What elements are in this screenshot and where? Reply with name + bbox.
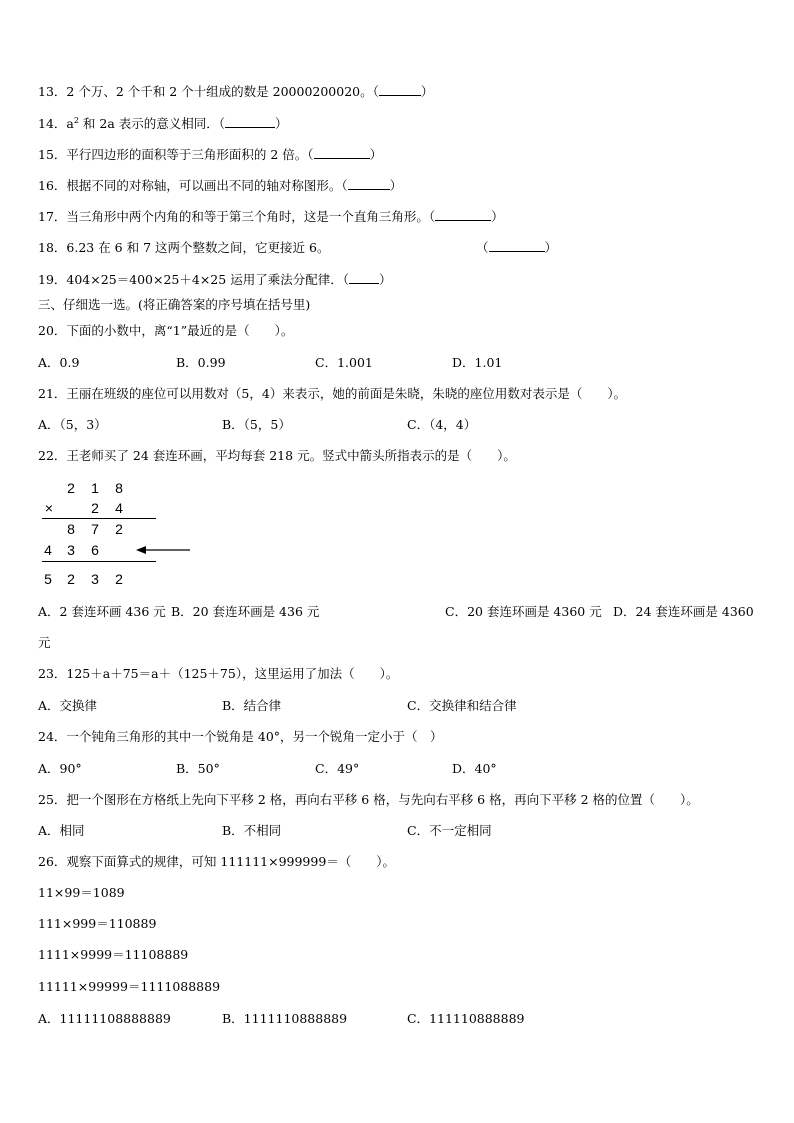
question-19 [38, 272, 391, 288]
option-a[interactable]: A．（5，3） [38, 417, 107, 432]
option-a[interactable]: A．交换律 [38, 698, 98, 713]
vertical-rule [42, 518, 156, 519]
question-13 [38, 84, 433, 100]
answer-blank[interactable] [489, 240, 545, 252]
question-20 [38, 323, 293, 339]
question-21 [38, 386, 626, 402]
question-26 [38, 854, 395, 870]
question-15 [38, 147, 382, 163]
pattern-line: 11111×99999＝1111088889 [38, 979, 221, 994]
question-number: 15． [38, 147, 67, 162]
pattern-line: 1111×9999＝11108889 [38, 947, 189, 962]
option-a[interactable]: A．2 套连环画 436 元 [38, 604, 166, 619]
option-d[interactable]: D．24 套连环画是 4360 [613, 604, 754, 619]
digit: 2 [115, 571, 123, 587]
multiply-sign: × [44, 500, 54, 516]
paren-close: ） [389, 178, 403, 193]
question-number: 21． [38, 386, 67, 401]
math-base: a [66, 116, 74, 131]
option-d[interactable]: D．1.01 [452, 355, 503, 370]
answer-blank[interactable] [225, 116, 275, 128]
option-b[interactable]: B．20 套连环画是 436 元 [171, 604, 320, 619]
pattern-line: 11×99＝1089 [38, 885, 125, 900]
answer-blank[interactable] [348, 178, 390, 190]
paren-close: ） [369, 147, 383, 162]
question-number: 25． [38, 792, 67, 807]
option-c[interactable]: C．交换律和结合律 [407, 698, 517, 713]
question-number: 17． [38, 209, 67, 224]
question-text: 404×25＝400×25＋4×25 运用了乘法分配律．（ [66, 272, 349, 287]
option-a[interactable]: A．11111108888889 [38, 1011, 171, 1026]
question-text: 观察下面算式的规律，可知 111111×999999＝（ ）。 [66, 854, 396, 869]
question-number: 13． [38, 84, 67, 99]
option-c[interactable]: C．（4，4） [407, 417, 477, 432]
digit: 2 [115, 521, 123, 537]
digit: 1 [91, 480, 99, 496]
option-c[interactable]: C．20 套连环画是 4360 元 [445, 604, 602, 619]
option-a[interactable]: A．相同 [38, 823, 85, 838]
digit: 6 [91, 542, 99, 558]
question-25 [38, 792, 699, 808]
question-17 [38, 209, 504, 225]
arrow-left-icon [136, 543, 192, 557]
question-text: 王丽在班级的座位可以用数对（5，4）来表示，她的前面是朱晓，朱晓的座位用数对表示是（ ）。 [66, 386, 627, 401]
option-b[interactable]: B．不相同 [222, 823, 282, 838]
digit: 2 [67, 480, 75, 496]
answer-blank[interactable] [379, 84, 421, 96]
question-text: 当三角形中两个内角的和等于第三个角时，这是一个直角三角形。（ [66, 209, 436, 224]
paren-close: ） [491, 209, 504, 224]
digit: 4 [115, 500, 123, 516]
answer-blank[interactable] [314, 147, 370, 159]
question-number: 22． [38, 448, 67, 463]
option-b[interactable]: B．（5，5） [222, 417, 291, 432]
question-16 [38, 178, 402, 194]
digit: 7 [91, 521, 99, 537]
pattern-line: 111×999＝110889 [38, 916, 157, 931]
question-22 [38, 448, 516, 464]
question-number: 26． [38, 854, 67, 869]
question-14 [38, 116, 288, 132]
paren-open: （ [476, 240, 489, 255]
option-b[interactable]: B．50° [176, 761, 220, 776]
digit: 3 [91, 571, 99, 587]
option-a[interactable]: A．90° [38, 761, 82, 776]
question-number: 16． [38, 178, 67, 193]
option-c[interactable]: C．1.001 [315, 355, 373, 370]
question-text: 王老师买了 24 套连环画，平均每套 218 元。竖式中箭头所指表示的是（ ）。 [66, 448, 516, 463]
vertical-rule [42, 561, 156, 562]
question-text: 根据不同的对称轴，可以画出不同的轴对称图形。（ [66, 178, 348, 193]
question-number: 14． [38, 116, 67, 131]
option-c[interactable]: C．不一定相同 [407, 823, 492, 838]
option-d[interactable]: D．40° [452, 761, 497, 776]
paren-close: ） [544, 240, 558, 255]
math-exponent: 2 [73, 115, 79, 125]
question-24 [38, 729, 443, 745]
question-18 [38, 240, 329, 256]
digit: 4 [44, 542, 52, 558]
option-b[interactable]: B．结合律 [222, 698, 282, 713]
option-a[interactable]: A．0.9 [38, 355, 80, 370]
digit: 5 [44, 571, 52, 587]
question-text: 一个钝角三角形的其中一个锐角是 40°，另一个锐角一定小于（ ） [66, 729, 443, 744]
paren-close: ） [378, 272, 392, 287]
digit: 2 [67, 571, 75, 587]
section-heading: 三、仔细选一选。(将正确答案的序号填在括号里) [38, 297, 311, 312]
question-text: 125＋a＋75＝a＋（125＋75），这里运用了加法（ ）。 [66, 666, 399, 681]
question-number: 24． [38, 729, 67, 744]
option-d-wrap: 元 [38, 635, 51, 650]
question-18-answer [476, 240, 557, 256]
answer-blank[interactable] [435, 209, 491, 221]
question-23 [38, 666, 398, 682]
digit: 8 [115, 480, 123, 496]
option-b[interactable]: B．0.99 [176, 355, 226, 370]
option-c[interactable]: C．111110888889 [407, 1011, 525, 1026]
paren-close: ） [275, 116, 288, 131]
question-text: 和 2a 表示的意义相同．（ [78, 116, 226, 131]
option-b[interactable]: B．1111110888889 [222, 1011, 348, 1026]
question-text: 下面的小数中，离“1”最近的是（ ）。 [66, 323, 294, 338]
question-number: 20． [38, 323, 67, 338]
question-text: 2 个万、2 个千和 2 个十组成的数是 20000200020。（ [66, 84, 379, 99]
question-number: 19． [38, 272, 67, 287]
question-text: 6.23 在 6 和 7 这两个整数之间，它更接近 6。 [66, 240, 330, 255]
answer-blank[interactable] [349, 272, 379, 284]
digit: 8 [67, 521, 75, 537]
paren-close: ） [420, 84, 434, 99]
question-number: 18． [38, 240, 67, 255]
option-c[interactable]: C．49° [315, 761, 360, 776]
question-text: 把一个图形在方格纸上先向下平移 2 格，再向右平移 6 格，与先向右平移 6 格，再向下平移 2 格的位置（ ）。 [66, 792, 699, 807]
digit: 2 [91, 500, 99, 516]
digit: 3 [67, 542, 75, 558]
question-number: 23． [38, 666, 67, 681]
question-text: 平行四边形的面积等于三角形面积的 2 倍。（ [66, 147, 314, 162]
